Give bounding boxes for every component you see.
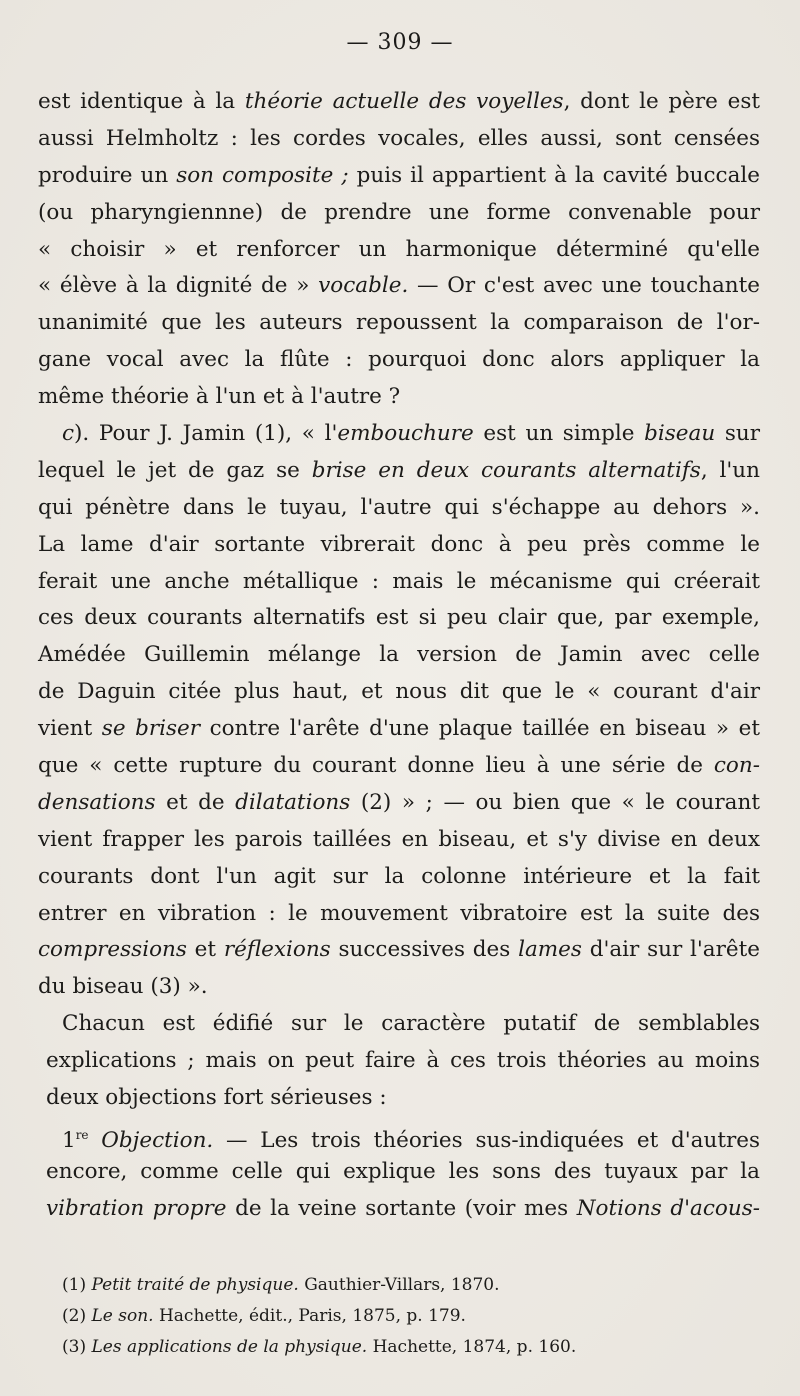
text-line (38, 674, 760, 711)
text-run: Hachette, 1874, p. 160. (367, 1337, 577, 1357)
text-run: du biseau (3) ». (38, 974, 208, 1000)
italic-run: c (62, 421, 75, 447)
text-run: que « cette rupture du courant donne lieu à une série de (38, 753, 714, 779)
text-line (38, 490, 760, 527)
text-run: (2) (62, 1306, 92, 1326)
page-number: — 309 — (346, 30, 454, 55)
text-run: est identique à la (38, 89, 245, 114)
text-run: d'air sur l'arête (581, 937, 760, 963)
footnotes (62, 1270, 762, 1363)
text-line (38, 416, 760, 453)
text-run: est un simple (473, 421, 645, 447)
italic-run: vibration propre (46, 1195, 227, 1221)
text-line (38, 1006, 760, 1043)
text-run (89, 1128, 102, 1153)
footnote (62, 1301, 762, 1332)
text-line (38, 859, 760, 896)
text-run: (1) (62, 1275, 92, 1295)
text-line (38, 379, 760, 416)
text-run: unanimité que les auteurs repoussent la comparaison de l'or- (38, 310, 760, 336)
text-line (38, 84, 760, 121)
text-run: ferait une anche métallique : mais le mécanisme qui créerait (38, 568, 760, 594)
text-run: même théorie à l'un et à l'autre ? (38, 384, 401, 410)
text-line (38, 527, 760, 564)
text-run: « élève à la dignité de » (38, 273, 319, 299)
italic-run: se briser (101, 716, 201, 742)
text-run: (ou pharyngiennne) de prendre une forme convenable pour (38, 199, 760, 225)
text-run: produire un (38, 162, 177, 188)
text-run: Chacun est édifié sur le caractère putatif de semblables (62, 1011, 760, 1037)
text-line (38, 932, 760, 969)
text-run: Gauthier-Villars, 1870. (298, 1275, 500, 1295)
text-run: de Daguin citée plus haut, et nous dit que le « courant d'air (38, 679, 760, 705)
italic-run: Objection. (101, 1127, 214, 1153)
text-run: successives des (330, 937, 519, 963)
italic-run: réflexions (223, 937, 331, 963)
italic-run: con- (713, 753, 760, 779)
text-run: , dont le père est (563, 89, 760, 114)
text-run: — Les trois théories sus-indiquées et d'autres (213, 1127, 760, 1153)
text-line (38, 268, 760, 305)
text-run: (2) » ; — ou bien que « le courant (350, 789, 760, 815)
text-line (38, 969, 760, 1006)
text-run: contre l'arête d'une plaque taillée en biseau » et (200, 716, 760, 742)
italic-run: Le son. (91, 1306, 154, 1326)
italic-run: embouchure (337, 421, 474, 447)
text-line (38, 1191, 760, 1228)
text-run: — Or c'est avec une touchante (408, 273, 760, 299)
text-run: Hachette, édit., Paris, 1875, p. 179. (153, 1306, 466, 1326)
text-line (38, 1043, 760, 1080)
text-line (38, 121, 760, 158)
text-run: entrer en vibration : le mouvement vibratoire est la suite des (38, 900, 760, 926)
italic-run: Les applications de la physique. (91, 1337, 368, 1357)
text-run: qui pénètre dans le tuyau, l'autre qui s'échappe au dehors ». (38, 494, 760, 520)
text-line (38, 232, 760, 269)
text-line (38, 158, 760, 195)
text-line (38, 305, 760, 342)
text-run: et de (155, 789, 236, 815)
text-line (38, 564, 760, 601)
text-run: , l'un (700, 457, 760, 483)
text-run: vient (38, 716, 102, 742)
body-text (38, 84, 760, 1228)
text-run: courants dont l'un agit sur la colonne intérieure et la fait (38, 863, 760, 889)
text-line (38, 748, 760, 785)
text-run: et (186, 937, 224, 963)
italic-run: Petit traité de physique. (91, 1275, 299, 1295)
text-line (38, 822, 760, 859)
text-line (38, 1117, 760, 1154)
superscript-run: re (75, 1127, 89, 1142)
text-line (38, 600, 760, 637)
text-run: aussi Helmholtz : les cordes vocales, elles aussi, sont censées (38, 125, 760, 151)
text-run: ces deux courants alternatifs est si peu clair que, par exemple, (38, 605, 760, 631)
italic-run: son composite ; (176, 162, 349, 188)
text-run: puis il appartient à la cavité buccale (348, 162, 760, 188)
text-run: La lame d'air sortante vibrerait donc à peu près comme le (38, 531, 760, 557)
text-line (38, 1080, 760, 1117)
italic-run: lames (518, 937, 582, 963)
text-line (38, 342, 760, 379)
text-run: gane vocal avec la flûte : pourquoi donc alors appliquer la (38, 347, 760, 373)
text-run: « choisir » et renforcer un harmonique déterminé qu'elle (38, 236, 760, 262)
text-run: explications ; mais on peut faire à ces trois théories au moins (46, 1048, 760, 1074)
text-line (38, 1154, 760, 1191)
text-run: deux objections fort sérieuses : (46, 1085, 387, 1111)
text-line (38, 896, 760, 933)
text-line (38, 785, 760, 822)
italic-run: brise en deux courants alternatifs (311, 457, 701, 483)
text-run: de la veine sortante (voir mes (226, 1195, 577, 1221)
text-run: 1 (62, 1127, 76, 1153)
text-line (38, 637, 760, 674)
italic-run: Notions d'acous- (576, 1195, 760, 1221)
italic-run: théorie actuelle des voyelles (244, 89, 564, 114)
text-run: vient frapper les parois taillées en biseau, et s'y divise en deux (38, 826, 760, 852)
text-line (38, 195, 760, 232)
italic-run: biseau (644, 421, 716, 447)
italic-run: dilatations (235, 789, 351, 815)
footnote (62, 1332, 762, 1363)
italic-run: densations (38, 789, 156, 815)
text-run: (3) (62, 1337, 92, 1357)
text-run: encore, comme celle qui explique les sons des tuyaux par la (46, 1158, 760, 1184)
text-run: ). Pour J. Jamin (1), « l' (74, 421, 338, 447)
text-run: lequel le jet de gaz se (38, 457, 312, 483)
text-line (38, 453, 760, 490)
italic-run: vocable. (318, 273, 409, 299)
text-run: sur (715, 421, 760, 447)
footnote (62, 1270, 762, 1301)
text-run: Amédée Guillemin mélange la version de Jamin avec celle (38, 642, 760, 668)
text-line (38, 711, 760, 748)
italic-run: compressions (38, 937, 187, 963)
